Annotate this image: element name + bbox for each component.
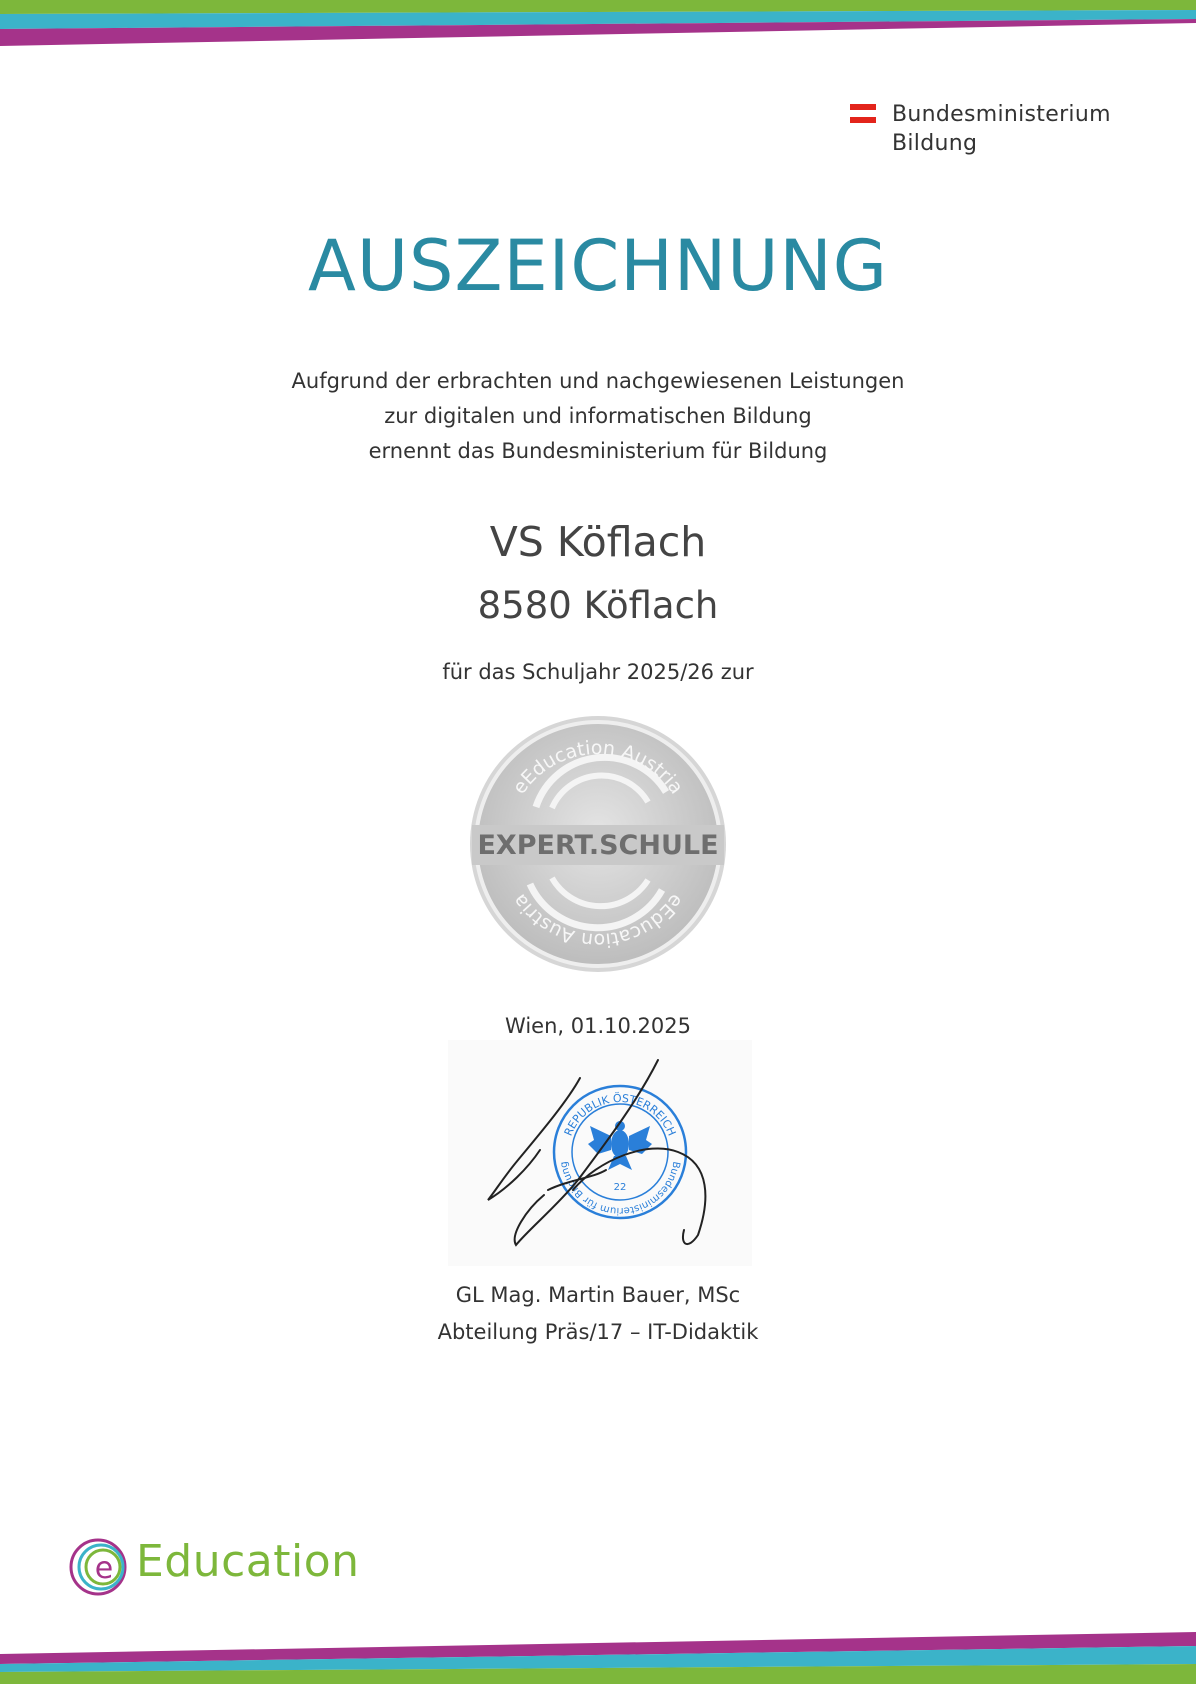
ministry-name — [892, 100, 1111, 158]
top-stripes — [0, 0, 1196, 60]
intro-text — [0, 364, 1196, 469]
school-city: 8580 Köflach — [477, 584, 719, 627]
eeducation-logo-text: Education — [136, 1536, 360, 1587]
signer-name: GL Mag. Martin Bauer, MSc — [455, 1283, 741, 1307]
bottom-stripes — [0, 1624, 1196, 1684]
school-name: VS Köflach — [489, 518, 707, 566]
austria-flag-icon — [850, 104, 876, 124]
stamp-bottom-text: Bundesministerium für Bildung — [558, 1160, 682, 1217]
badge-label: EXPERT.SCHULE — [477, 830, 719, 861]
school-year: für das Schuljahr 2025/26 zur — [442, 660, 754, 684]
intro-line-2: zur digitalen und informatischen Bildung — [384, 404, 812, 428]
issue-date: Wien, 01.10.2025 — [505, 1014, 691, 1038]
logo-letter: e — [94, 1551, 114, 1586]
signer-department: Abteilung Präs/17 – IT-Didaktik — [437, 1320, 759, 1344]
badge-top-arc-text: eEducation Austria — [508, 736, 688, 799]
expert-schule-badge — [466, 712, 730, 976]
eeducation-logo-icon — [68, 1532, 132, 1602]
intro-line-3: ernennt das Bundesministerium für Bildung — [368, 439, 828, 463]
signature-stamp — [448, 1040, 752, 1266]
badge-bottom-arc-text: eEducation Austria — [508, 889, 688, 952]
stamp-top-text: REPUBLIK ÖSTERREICH — [561, 1091, 679, 1138]
certificate-title: AUSZEICHNUNG — [307, 225, 889, 307]
stamp-number: 22 — [613, 1182, 627, 1193]
intro-line-1: Aufgrund der erbrachten und nachgewiesenen Leistungen — [291, 369, 905, 393]
ministry-line-1: Bundesministerium — [892, 102, 1111, 127]
ministry-line-2: Bildung — [892, 131, 978, 156]
signer-block — [0, 1277, 1196, 1351]
